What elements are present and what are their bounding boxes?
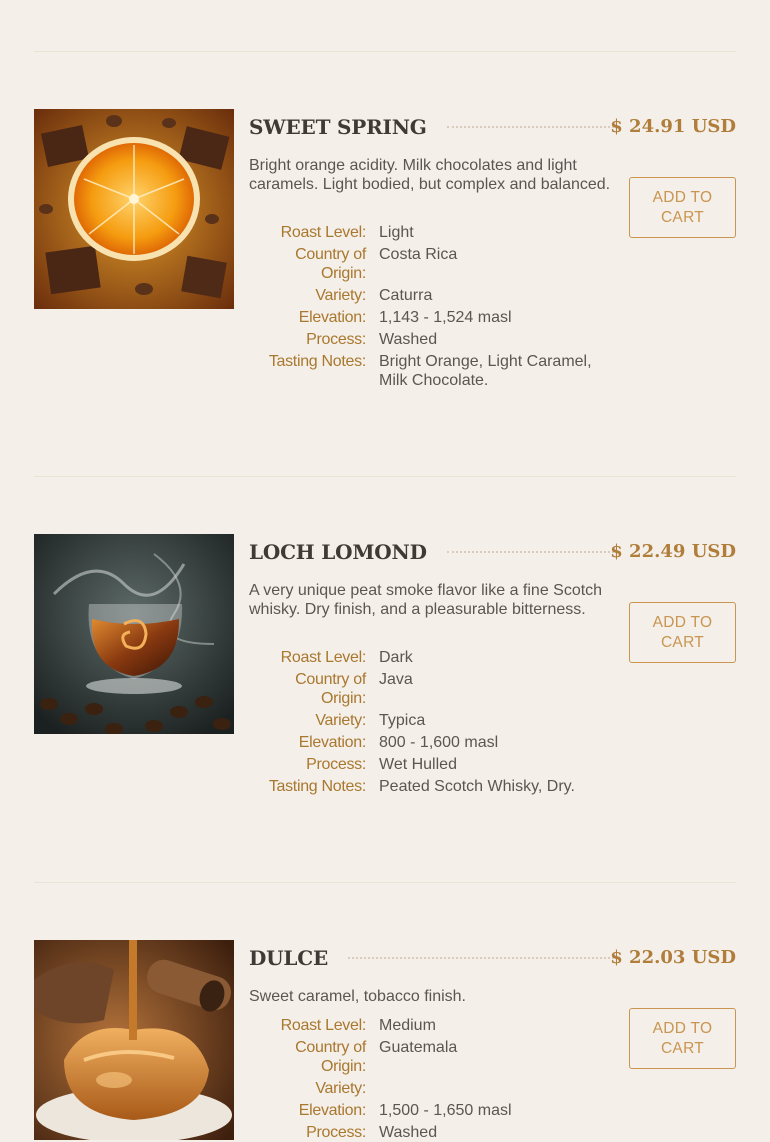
divider: [34, 51, 736, 52]
spec-row: [249, 777, 619, 796]
spec-value: 800 - 1,600 masl: [379, 734, 499, 751]
product-title-row: [249, 109, 614, 145]
product-name[interactable]: DULCE: [249, 946, 329, 970]
product-price: $ 24.91 USD: [610, 116, 736, 137]
spec-value: 1,143 - 1,524 masl: [379, 309, 512, 326]
spec-label: Country of Origin:: [295, 1039, 366, 1075]
spec-value: Light: [379, 224, 414, 241]
spec-label: Country of Origin:: [295, 246, 366, 282]
spec-label: Country of Origin:: [295, 671, 366, 707]
spec-value: Bright Orange, Light Caramel, Milk Chocolate.: [379, 353, 592, 389]
spec-value: Dark: [379, 649, 413, 666]
add-to-cart-button[interactable]: ADD TO CART: [629, 602, 736, 663]
spec-row: [249, 1038, 619, 1076]
spec-label: Tasting Notes:: [268, 353, 366, 370]
spec-row: [249, 223, 619, 242]
product-specs: [249, 223, 619, 393]
spec-label: Roast Level:: [280, 649, 366, 666]
spec-label: Roast Level:: [280, 1017, 366, 1034]
product-specs: [249, 648, 619, 799]
spec-row: [249, 330, 619, 349]
add-to-cart-button[interactable]: ADD TO CART: [629, 177, 736, 238]
orange-chocolate-image[interactable]: [34, 109, 234, 309]
spec-label: Process:: [306, 1124, 366, 1141]
whisky-glass-image[interactable]: [34, 534, 234, 734]
spec-value: [379, 1079, 619, 1098]
spec-value: Medium: [379, 1017, 436, 1034]
divider: [34, 882, 736, 883]
product-title-row: [249, 534, 614, 570]
spec-row: [249, 670, 619, 708]
spec-label: Variety:: [315, 1080, 366, 1097]
spec-row: [249, 1016, 619, 1035]
spec-value: Costa Rica: [379, 246, 458, 263]
spec-label: Variety:: [315, 287, 366, 304]
spec-label: Elevation:: [298, 734, 366, 751]
spec-row: [249, 1101, 619, 1120]
product-specs: [249, 1016, 619, 1142]
spec-value: Typica: [379, 712, 426, 729]
product-description: A very unique peat smoke flavor like a fine Scotch whisky. Dry finish, and a pleasurable bitterness.: [249, 582, 603, 618]
spec-label: Process:: [306, 331, 366, 348]
product-price: $ 22.49 USD: [610, 541, 736, 562]
spec-value: Guatemala: [379, 1039, 458, 1056]
spec-label: Elevation:: [298, 1102, 366, 1119]
dotted-leader: [447, 551, 614, 553]
spec-value: Wet Hulled: [379, 756, 457, 773]
spec-row: [249, 1079, 619, 1098]
spec-value: Washed: [379, 331, 438, 348]
product-name[interactable]: SWEET SPRING: [249, 115, 427, 139]
product-name[interactable]: LOCH LOMOND: [249, 540, 427, 564]
spec-value: Caturra: [379, 287, 433, 304]
spec-value: Peated Scotch Whisky, Dry.: [379, 778, 575, 795]
product-description: Sweet caramel, tobacco finish.: [249, 988, 466, 1005]
caramel-cigar-image[interactable]: [34, 940, 234, 1140]
spec-label: Roast Level:: [280, 224, 366, 241]
dotted-leader: [447, 126, 614, 128]
product-description: Bright orange acidity. Milk chocolates and light caramels. Light bodied, but complex and balanced.: [249, 157, 611, 193]
spec-value: Washed: [379, 1124, 438, 1141]
dotted-leader: [348, 957, 614, 959]
spec-label: Variety:: [315, 712, 366, 729]
spec-row: [249, 711, 619, 730]
spec-value: 1,500 - 1,650 masl: [379, 1102, 512, 1119]
spec-value: Java: [379, 671, 413, 688]
product-title-row: [249, 940, 614, 976]
spec-row: [249, 286, 619, 305]
spec-row: [249, 733, 619, 752]
spec-row: [249, 308, 619, 327]
spec-row: [249, 648, 619, 667]
divider: [34, 476, 736, 477]
spec-label: Elevation:: [298, 309, 366, 326]
spec-label: Tasting Notes:: [268, 778, 366, 795]
add-to-cart-button[interactable]: ADD TO CART: [629, 1008, 736, 1069]
spec-row: [249, 245, 619, 283]
spec-row: [249, 352, 619, 390]
product-price: $ 22.03 USD: [610, 947, 736, 968]
spec-row: [249, 755, 619, 774]
spec-label: Process:: [306, 756, 366, 773]
spec-row: [249, 1123, 619, 1142]
